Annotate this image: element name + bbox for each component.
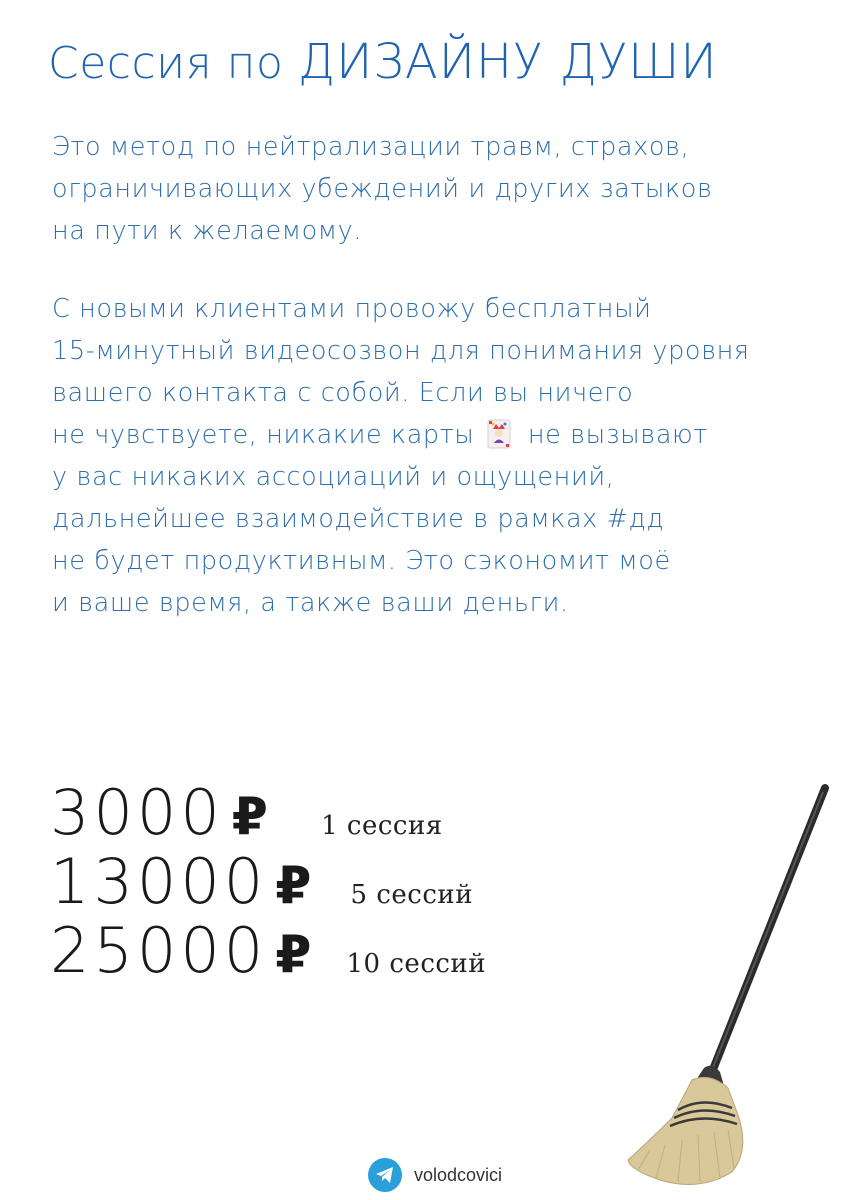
price-row — [50, 845, 473, 918]
text-line: и ваше время, а также ваши деньги. — [52, 588, 569, 618]
price-amount: 3000 — [50, 776, 224, 849]
telegram-icon[interactable] — [368, 1158, 402, 1192]
telegram-handle[interactable]: volodcovici — [414, 1164, 503, 1185]
ruble-sign: ₽ — [275, 856, 316, 916]
description-paragraph — [52, 126, 812, 252]
text-line: вашего контакта с собой. Если вы ничего — [52, 378, 634, 408]
text-line: на пути к желаемому. — [52, 216, 363, 246]
page-title — [48, 34, 718, 90]
text-line: у вас никаких ассоциаций и ощущений, — [52, 462, 615, 492]
price-row — [50, 776, 443, 849]
ruble-sign: ₽ — [231, 787, 272, 847]
intro-call-paragraph — [52, 288, 812, 624]
price-row — [50, 914, 486, 987]
text-fragment: не вызывают — [527, 420, 708, 450]
text-line: не будет продуктивным. Это сэкономит моё — [52, 546, 671, 576]
session-count: 5 сессий — [350, 880, 474, 910]
footer — [368, 1158, 502, 1192]
ruble-sign: ₽ — [275, 925, 316, 985]
text-line: дальнейшее взаимодействие в рамках #дд — [52, 504, 665, 534]
title-prefix: Сессия по — [48, 38, 298, 89]
session-count: 1 сессия — [321, 811, 443, 841]
broom-icon — [620, 780, 835, 1200]
session-count: 10 сессий — [346, 949, 487, 979]
text-line-with-emoji — [52, 414, 812, 456]
price-amount: 13000 — [50, 845, 268, 918]
title-caps: ДИЗАЙНУ ДУШИ — [297, 34, 718, 90]
price-amount: 25000 — [50, 914, 268, 987]
text-line: 15-минутный видеосозвон для понимания уровня — [52, 336, 750, 366]
text-fragment: не чувствуете, никакие карты — [52, 420, 475, 450]
text-line: ограничивающих убеждений и других затыков — [52, 174, 713, 204]
text-line: С новыми клиентами провожу бесплатный — [52, 294, 652, 324]
joker-card-icon — [487, 419, 511, 449]
text-line: Это метод по нейтрализации травм, страхов, — [52, 132, 690, 162]
